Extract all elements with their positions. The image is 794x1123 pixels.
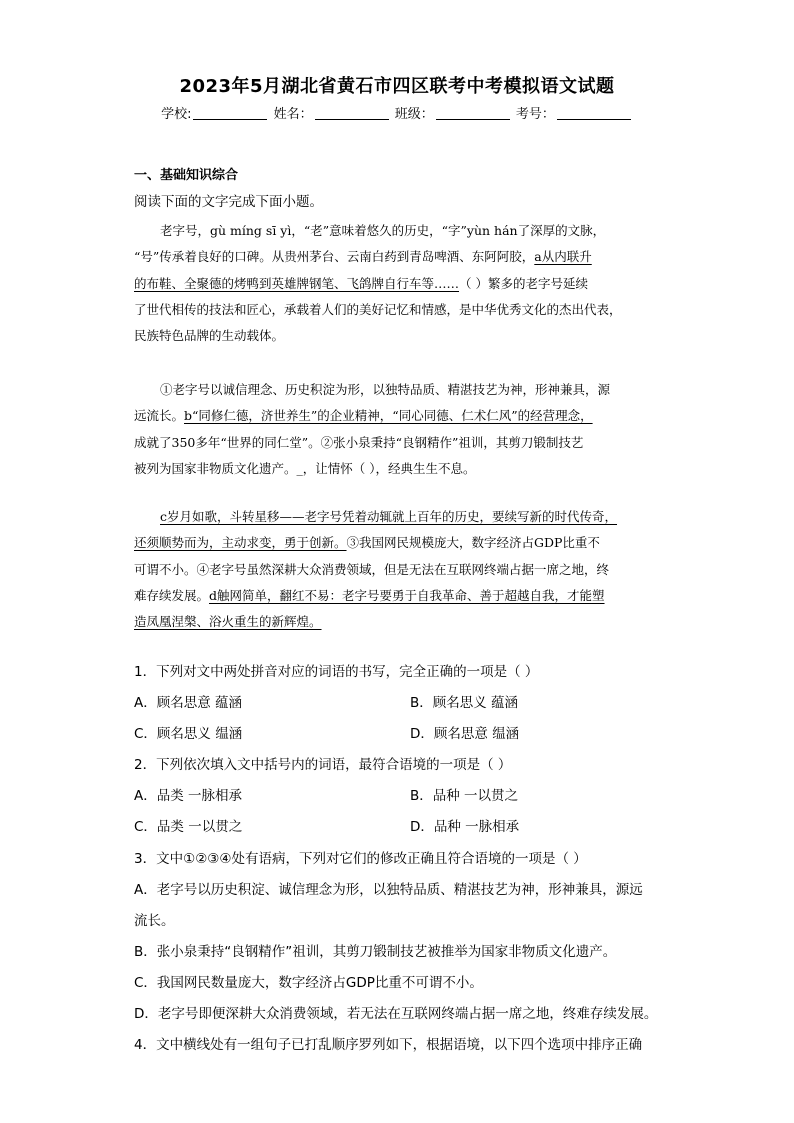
question-2-stem: 2．下列依次填入文中括号内的词语，最符合语境的一项是（ ） [134,757,512,773]
passage-line: 被列为国家非物质文化遗产。_，让情怀（ ），经典生生不息。 [134,460,476,476]
passage-text: （ ）繁多的老字号延续 [459,275,588,291]
passage-text: 难存续发展。 [134,587,210,603]
passage-line: 民族特色品牌的生动载体。 [134,328,285,344]
passage-paragraph-1 [134,218,674,349]
school-blank[interactable] [193,106,267,120]
passage-line: 了世代相传的技法和匠心，承载着人们的美好记忆和情感，是中华优秀文化的杰出代表， [134,301,622,317]
passage-line [134,504,674,530]
sentence-d-part2: 造凤凰涅槃、浴火重生的新辉煌。 [134,614,322,630]
page-title: 2023年5月湖北省黄石市四区联考中考模拟语文试题 [179,76,615,97]
sentence-b: b“同修仁德，济世养生”的企业精神，“同心同德、仁术仁风”的经营理念， [184,408,593,424]
question-3-option-c[interactable]: C．我国网民数量庞大，数字经济占GDP比重不可谓不小。 [134,975,483,991]
class-label: 班级： [394,107,434,122]
sentence-a-part1: a从内联升 [534,249,592,265]
question-1-option-c[interactable]: C．顾名思义 缊涵 [134,726,243,742]
question-3-option-a-cont[interactable]: 流长。 [134,913,175,929]
question-1-option-a[interactable]: A．顾名思意 蕴涵 [134,695,243,711]
passage-line [134,271,674,297]
passage-line [134,403,674,429]
sentence-c-part2: 还须顺势而为，主动求变，勇于创新。 [134,535,347,551]
question-3-stem: 3．文中①②③④处有语病，下列对它们的修改正确且符合语境的一项是（ ） [134,851,587,867]
sentence-c-part1: c岁月如歌，斗转星移——老字号凭着动辄就上百年的历史，要续写新的时代传奇， [160,509,618,524]
question-2-option-d[interactable]: D．品种 一脉相承 [410,819,520,835]
sentence-d-part1: d触网简单，翻红不易：老字号要勇于自我革命、善于超越自我，才能塑 [209,587,605,603]
question-1-stem: 1．下列对文中两处拼音对应的词语的书写，完全正确的一项是（ ） [134,664,539,680]
passage-text: “号”传承着良好的口碑。从贵州茅台、云南白药到青岛啤酒、东阿阿胶， [134,249,535,265]
passage-line [134,609,674,635]
class-blank[interactable] [436,106,510,120]
name-blank[interactable] [315,106,389,120]
exam-no-blank[interactable] [557,106,631,120]
name-label: 姓名： [273,107,313,122]
question-3-option-a[interactable]: A．老字号以历史积淀、诚信理念为形，以独特品质、精湛技艺为神，形神兼具，源远 [134,882,643,898]
question-2-option-a[interactable]: A．品类 一脉相承 [134,788,243,804]
question-1-option-d[interactable]: D．顾名思意 缊涵 [410,726,520,742]
passage-text: 远流长。 [134,408,185,424]
school-label: 学校: [161,107,192,122]
question-3-option-d[interactable]: D．老字号即便深耕大众消费领域，若无法在互联网终端占据一席之地，终难存续发展。 [134,1006,658,1022]
student-info-line [0,103,794,122]
exam-no-label: 考号： [515,107,555,122]
passage-line [134,530,674,556]
question-3-option-b[interactable]: B．张小泉秉持“良钢精作”祖训，其剪刀锻制技艺被推举为国家非物质文化遗产。 [134,944,617,960]
passage-line: 可谓不小。④老字号虽然深耕大众消费领域，但是无法在互联网终端占据一席之地，终 [134,561,610,577]
question-2-option-c[interactable]: C．品类 一以贯之 [134,819,243,835]
passage-line: 老字号，gù míng sī yì，“老”意味着悠久的历史，“字”yùn hán了深厚的文脉， [160,223,606,238]
passage-line: 成就了350多年“世界的同仁堂”。②张小泉秉持“良钢精作”祖训，其剪刀锻制技艺 [134,434,584,450]
section-heading: 一、基础知识综合 [134,168,239,183]
passage-line [134,244,674,270]
passage-paragraph-3 [134,504,674,635]
question-1-option-b[interactable]: B．顾名思义 蕴涵 [410,695,519,711]
passage-line: ①老字号以诚信理念、历史积淀为形，以独特品质、精湛技艺为神，形神兼具，源 [160,382,611,397]
passage-text: ③我国网民规模庞大，数字经济占GDP比重不 [346,535,600,551]
passage-line [134,583,674,609]
sentence-a-part2: 的布鞋、全聚德的烤鸭到英雄牌钢笔、飞鸽牌自行车等…… [134,275,460,291]
question-4-stem: 4．文中横线处有一组句子已打乱顺序罗列如下，根据语境，以下四个选项中排序正确 [134,1037,643,1053]
question-2-option-b[interactable]: B．品种 一以贯之 [410,788,519,804]
passage-paragraph-2 [134,377,674,482]
reading-instruction: 阅读下面的文字完成下面小题。 [134,194,323,210]
